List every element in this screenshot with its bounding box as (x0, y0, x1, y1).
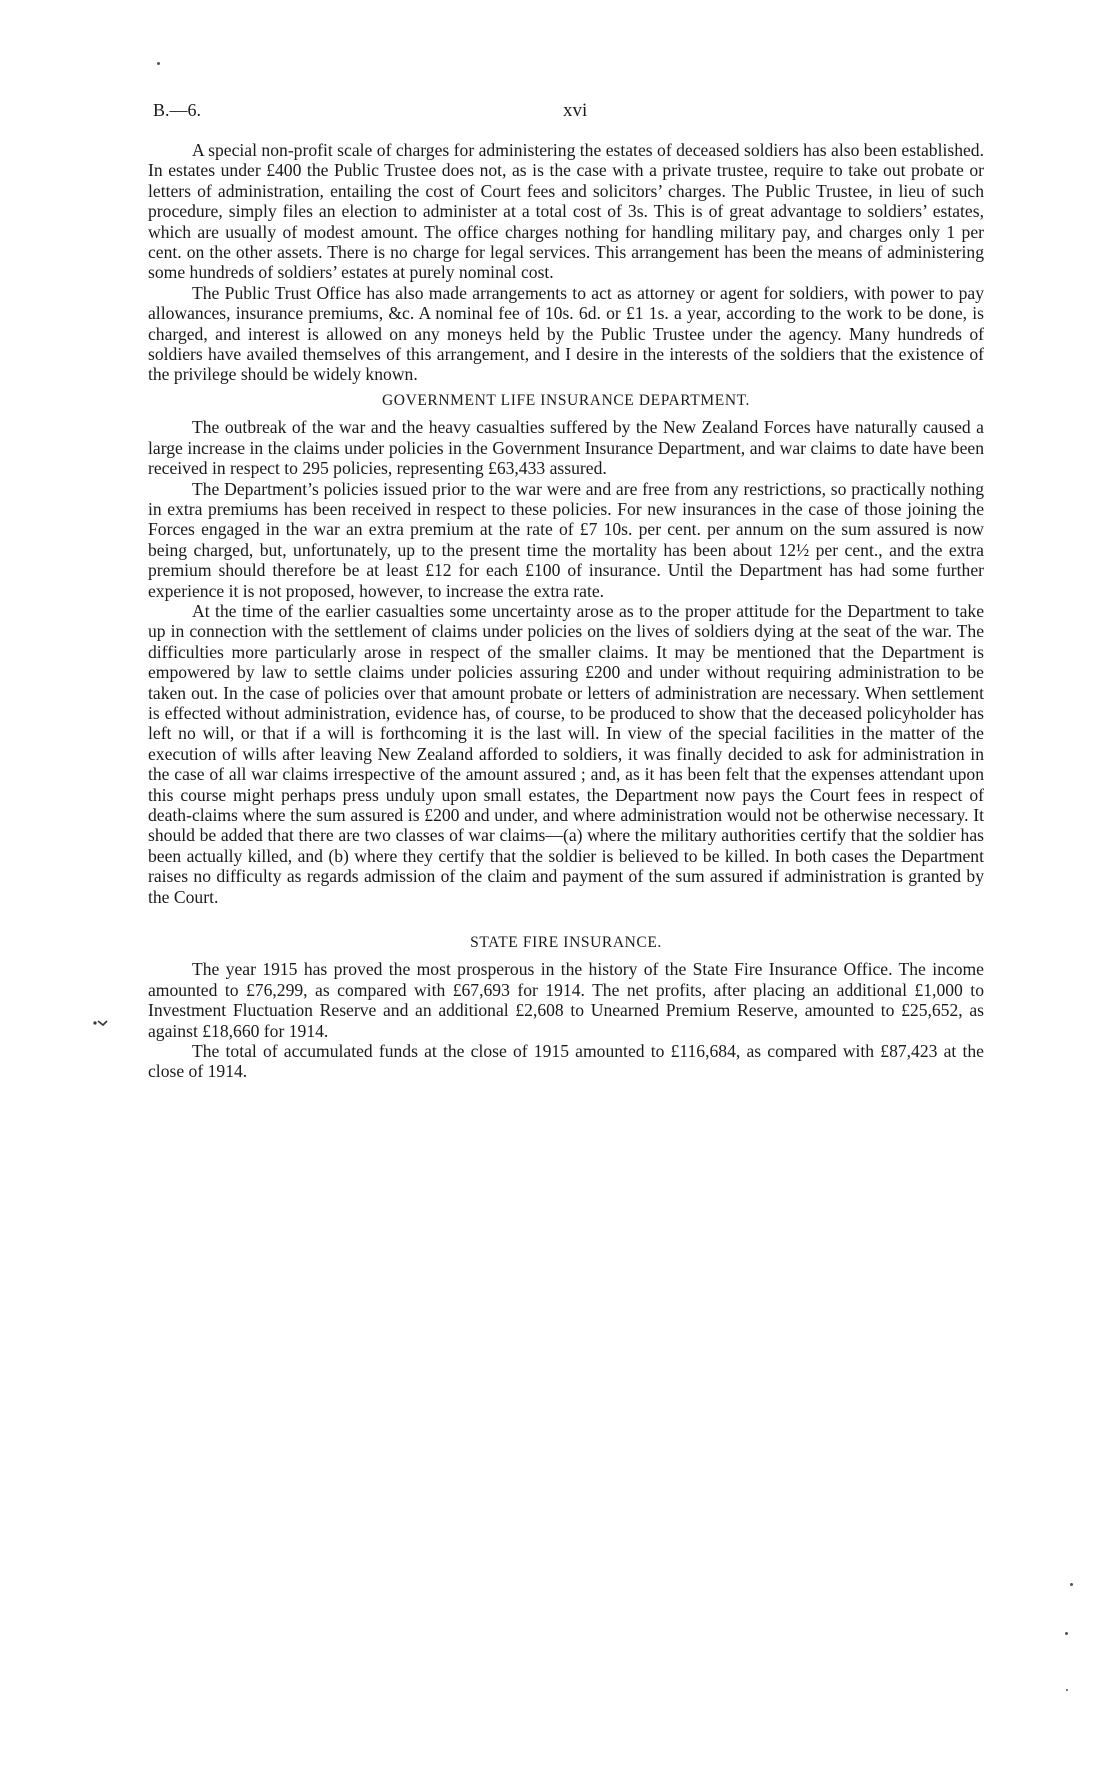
document-reference: B.—6. (153, 100, 202, 120)
paragraph: The year 1915 has proved the most prosperous in the history of the State Fire Insurance Office. The income amounted to £76,299, as compared with £67,693 for 1914. The net profits, after placing an additional £1,000 to Investment Fluctuation Reserve and an additional £2,608 to Unearned Premium Reserve, amounted to £25,652, as against £18,660 for 1914. (148, 959, 984, 1041)
scan-speck (1070, 1583, 1073, 1586)
body-text (148, 140, 984, 1082)
government-life-insurance-section (148, 391, 984, 907)
scan-speck (157, 62, 160, 65)
scan-speck (1065, 1632, 1068, 1635)
margin-mark-icon (92, 1018, 110, 1028)
paragraph: The Department’s policies issued prior to the war were and are free from any restrictions, so practically nothing in extra premiums has been received in respect to these policies. For new insurances in the case of those joining the Forces engaged in the war an extra premium at the rate of £7 10s. per cent. per annum on the sum assured is now being charged, but, unfortunately, up to the present time the mortality has been about 12½ per cent., and the extra premium should therefore be at least £12 for each £100 of insurance. Until the Department has had some further experience it is not proposed, however, to increase the extra rate. (148, 478, 984, 601)
running-header (153, 100, 983, 124)
state-fire-insurance-section (148, 933, 984, 1082)
paragraph: The outbreak of the war and the heavy casualties suffered by the New Zealand Forces have naturally caused a large increase in the claims under policies in the Government Insurance Department, and war claims to date have been received in respect to 295 policies, representing £63,433 assured. (148, 417, 984, 479)
section-heading: GOVERNMENT LIFE INSURANCE DEPARTMENT. (381, 391, 751, 409)
paragraph: A special non-profit scale of charges for administering the estates of deceased soldiers has also been established. In estates under £400 the Public Trustee does not, as is the case with a private trustee, require to take out probate or letters of administration, entailing the cost of Court fees and solicitors’ charges. The Public Trustee, in lieu of such procedure, simply files an election to administer at a total cost of 3s. This is of great advantage to soldiers’ estates, which are usually of modest amount. The office charges nothing for handling military pay, and charges only 1 per cent. on the other assets. There is no charge for legal services. This arrangement has been the means of administering some hundreds of soldiers’ estates at purely nominal cost. (148, 140, 984, 283)
scan-speck (1066, 1689, 1068, 1691)
paragraph: The Public Trust Office has also made arrangements to act as attorney or agent for soldiers, with power to pay allowances, insurance premiums, &c. A nominal fee of 10s. 6d. or £1 1s. a year, according to the work to be done, is charged, and interest is allowed on any moneys held by the Public Trustee under the agency. Many hundreds of soldiers have availed themselves of this arrangement, and I desire in the interests of the soldiers that the existence of the privilege should be widely known. (148, 282, 984, 385)
page-number: xvi (563, 100, 588, 121)
section-heading: STATE FIRE INSURANCE. (470, 934, 662, 952)
paragraph: At the time of the earlier casualties some uncertainty arose as to the proper attitude for the Department to take up in connection with the settlement of claims under policies on the lives of soldiers dying at the seat of the war. The difficulties more particularly arose in respect of the smaller claims. It may be mentioned that the Department is empowered by law to settle claims under policies assuring £200 and under without requiring administration to be taken out. In the case of policies over that amount probate or letters of administration are necessary. When settlement is effected without administration, evidence has, of course, to be produced to show that the deceased policyholder has left no will, or that if a will is forthcoming it is the last will. In view of the special facilities in the matter of the execution of wills after leaving New Zealand afforded to soldiers, it was finally decided to ask for administration in the case of all war claims irrespective of the amount assured ; and, as it has been felt that the expenses attendant upon this course might perhaps press unduly upon small estates, the Department now pays the Court fees in respect of death-claims where the sum assured is £200 and under, and where administration would not be otherwise necessary. It should be added that there are two classes of war claims—(a) where the military authorities certify that the soldier has been actually killed, and (b) where they certify that the soldier is believed to be killed. In both cases the Department raises no difficulty as regards admission of the claim and payment of the sum assured if administration is granted by the Court. (148, 600, 984, 907)
public-trust-section (148, 140, 984, 385)
paragraph: The total of accumulated funds at the close of 1915 amounted to £116,684, as compared with £87,423 at the close of 1914. (148, 1041, 984, 1082)
